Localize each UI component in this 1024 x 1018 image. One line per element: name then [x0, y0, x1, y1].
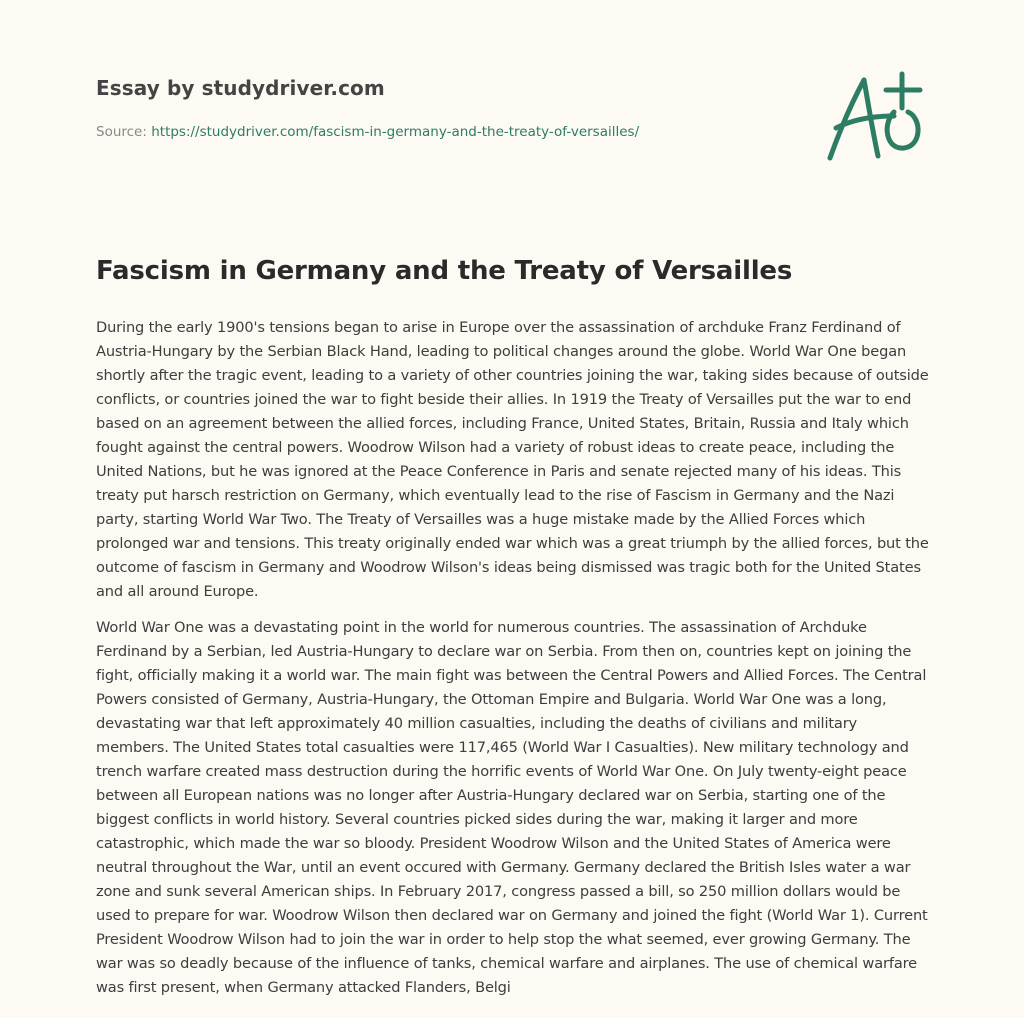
- essay-header: [96, 76, 796, 140]
- source-label: Source:: [96, 124, 152, 140]
- site-brand: Essay by studydriver.com: [96, 76, 385, 100]
- a-plus-grade-icon: [822, 68, 928, 164]
- essay-body: [96, 316, 932, 1012]
- essay-paragraph: World War One was a devastating point in the world for numerous countries. The assassination of Archduke Ferdinand by a Serbian, led Austria-Hungary to declare war on Serbia. From then on, countries kept on joining the fight, officially making it a world war. The main fight was between the Central Powers and Allied Forces. The Central Powers consisted of Germany, Austria-Hungary, the Ottoman Empire and Bulgaria. World War One was a long, devastating war that left approximately 40 million casualties, including the deaths of civilians and military members. The United States total casualties were 117,465 (World War I Casualties). New military technology and trench warfare created mass destruction during the horrific events of World War One. On July twenty-eight peace between all European nations was no longer after Austria-Hungary declared war on Serbia, starting one of the biggest conflicts in world history. Several countries picked sides during the war, making it larger and more catastrophic, which made the war so bloody. President Woodrow Wilson and the United States of America were neutral throughout the War, until an event occured with Germany. Germany declared the British Isles water a war zone and sunk several American ships. In February 2017, congress passed a bill, so 250 million dollars would be used to prepare for war. Woodrow Wilson then declared war on Germany and joined the fight (World War 1). Current President Woodrow Wilson had to join the war in order to help stop the what seemed, ever growing Germany. The war was so deadly because of the influence of tanks, chemical warfare and airplanes. The use of chemical warfare was first present, when Germany attacked Flanders, Belgi: [96, 619, 928, 996]
- source-line: [96, 124, 796, 140]
- essay-title: Fascism in Germany and the Treaty of Versailles: [96, 256, 793, 286]
- source-link[interactable]: https://studydriver.com/fascism-in-germany-and-the-treaty-of-versailles/: [151, 124, 640, 140]
- essay-paragraph: During the early 1900's tensions began to arise in Europe over the assassination of archduke Franz Ferdinand of Austria-Hungary by the Serbian Black Hand, leading to political changes around the globe. World War One began shortly after the tragic event, leading to a variety of other countries joining the war, taking sides because of outside conflicts, or countries joined the war to fight beside their allies. In 1919 the Treaty of Versailles put the war to end based on an agreement between the allied forces, including France, United States, Britain, Russia and Italy which fought against the central powers. Woodrow Wilson had a variety of robust ideas to create peace, including the United Nations, but he was ignored at the Peace Conference in Paris and senate rejected many of his ideas. This treaty put harsch restriction on Germany, which eventually lead to the rise of Fascism in Germany and the Nazi party, starting World War Two. The Treaty of Versailles was a huge mistake made by the Allied Forces which prolonged war and tensions. This treaty originally ended war which was a great triumph by the allied forces, but the outcome of fascism in Germany and Woodrow Wilson's ideas being dismissed was tragic both for the United States and all around Europe.: [96, 319, 929, 600]
